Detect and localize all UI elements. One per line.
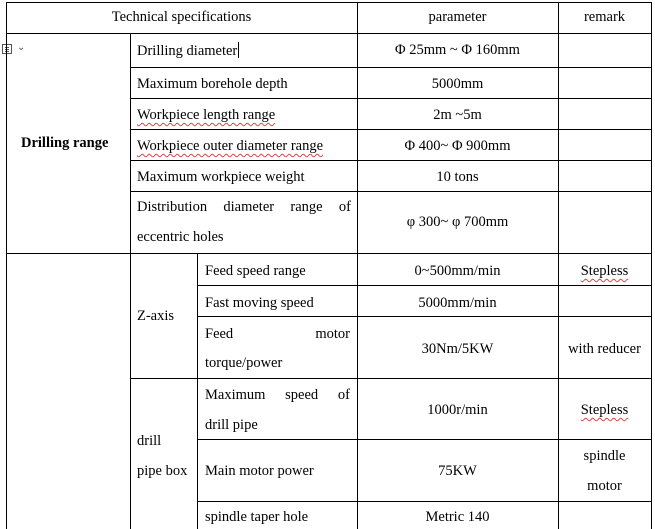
spec-name-line1: Maximum speed of <box>205 387 350 403</box>
spec-value: 75KW <box>438 463 477 479</box>
spec-name: Feed speed range <box>205 263 306 279</box>
spec-name-line2: torque/power <box>205 355 283 371</box>
spec-value: Metric 140 <box>425 509 490 525</box>
chevron-down-icon[interactable]: ⌄ <box>17 42 26 53</box>
spec-name-line2: eccentric holes <box>137 229 224 245</box>
spec-name: Maximum borehole depth <box>137 76 288 92</box>
spec-name-line1: Feed motor <box>205 326 350 342</box>
group-drill-pipe-box-line1: drill <box>137 433 162 449</box>
spec-value: 1000r/min <box>427 402 488 418</box>
spec-name-line2: drill pipe <box>205 417 258 433</box>
spec-name-line1: Distribution diameter range of <box>137 199 351 215</box>
spec-value: Φ 25mm ~ Φ 160mm <box>395 42 520 58</box>
spec-value: 10 tons <box>436 169 479 185</box>
spec-name: spindle taper hole <box>205 509 309 525</box>
header-spec: Technical specifications <box>111 9 252 25</box>
spec-value: φ 300~ φ 700mm <box>406 214 509 230</box>
spec-name: Maximum workpiece weight <box>137 169 305 185</box>
spec-value: 30Nm/5KW <box>421 341 494 357</box>
spec-remark: Stepless <box>580 402 629 418</box>
spec-remark: Stepless <box>580 263 629 279</box>
group-drill-pipe-box-line2: pipe box <box>137 463 188 479</box>
spec-value: Φ 400~ Φ 900mm <box>404 138 511 154</box>
header-remark: remark <box>583 9 626 25</box>
group-z-axis: Z-axis <box>137 308 175 324</box>
spec-value: 2m ~5m <box>433 107 482 123</box>
spec-name: Fast moving speed <box>205 295 314 311</box>
text-cursor <box>238 42 239 58</box>
spec-remark-line1: spindle <box>583 448 626 464</box>
spec-name[interactable]: Drilling diameter <box>137 43 238 59</box>
group-drilling-range: Drilling range <box>21 135 109 151</box>
spec-name: Workpiece outer diameter range <box>137 138 324 154</box>
spec-remark-line2: motor <box>587 478 622 494</box>
table-move-icon[interactable] <box>2 44 12 54</box>
spec-value: 5000mm <box>431 76 484 92</box>
header-parameter: parameter <box>428 9 487 25</box>
spec-name: Workpiece length range <box>137 107 276 123</box>
spec-value: 0~500mm/min <box>414 263 501 279</box>
spec-value: 5000mm/min <box>418 295 497 311</box>
spec-remark: with reducer <box>568 341 641 357</box>
spec-name: Main motor power <box>205 463 314 479</box>
